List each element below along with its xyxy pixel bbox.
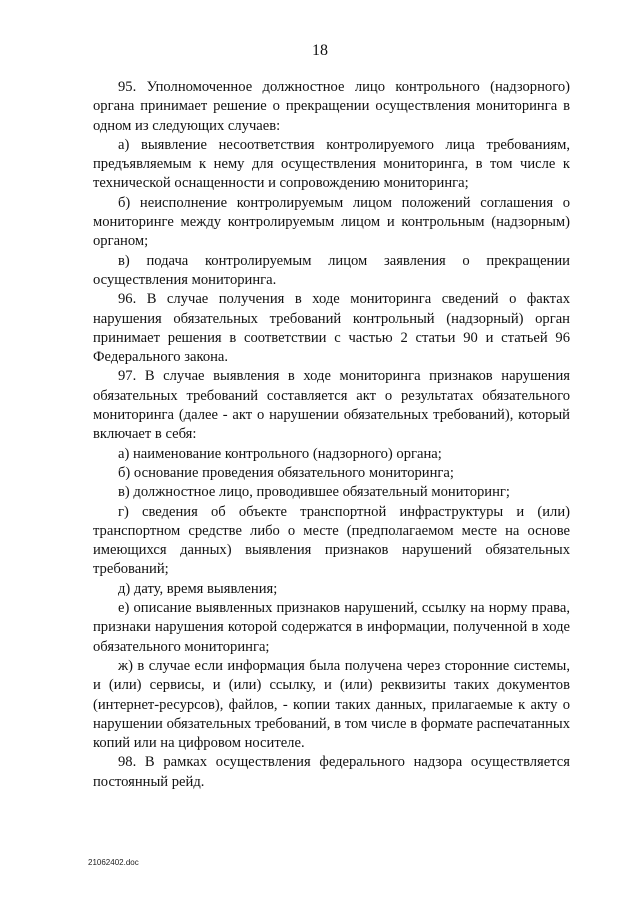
footer-filename: 21062402.doc <box>88 858 139 867</box>
document-body <box>93 78 570 792</box>
paragraph-95-item-a: а) выявление несоответствия контролируемого лица требованиям, предъявляемым к нему для осуществления мониторинга, в том числе к технической оснащенности и сопровождению мониторинга; <box>93 136 570 192</box>
paragraph-95: 95. Уполномоченное должностное лицо контрольного (надзорного) органа принимает решение о прекращении осуществления мониторинга в одном из следующих случаев: <box>93 79 570 134</box>
paragraph-97-item-d: д) дату, время выявления; <box>118 580 278 597</box>
paragraph-95-item-b: б) неисполнение контролируемым лицом положений соглашения о мониторинге между контролируемым лицом и контрольным (надзорным) органом; <box>93 194 570 250</box>
paragraph-98: 98. В рамках осуществления федерального надзора осуществляется постоянный рейд. <box>93 754 570 790</box>
paragraph-96: 96. В случае получения в ходе мониторинга сведений о фактах нарушения обязательных требований контрольный (надзорный) орган принимает решения в соответствии с частью 2 статьи 90 и статьей 96 Федерального закона. <box>93 291 570 366</box>
paragraph-97-item-a: а) наименование контрольного (надзорного) органа; <box>118 445 442 462</box>
page-number: 18 <box>312 42 328 59</box>
paragraph-97-item-g: г) сведения об объекте транспортной инфраструктуры и (или) транспортном средстве либо о месте (предполагаемом месте на основе имеющихся данных) выявления признаков нарушений обязательных требований; <box>93 503 570 578</box>
paragraph-97-item-e: е) описание выявленных признаков нарушений, ссылку на норму права, признаки нарушения которой содержатся в информации, полученной в ходе обязательного мониторинга; <box>93 600 570 655</box>
paragraph-97-item-zh: ж) в случае если информация была получена через сторонние системы, и (или) сервисы, и (или) ссылку, и (или) реквизиты таких документов (интернет-ресурсов), файлов, - копии таких данных, прилагаемые к акту о нарушении обязательных требований, в том числе в формате распечатанных копий или на цифровом носителе. <box>93 657 570 752</box>
paragraph-97-item-b: б) основание проведения обязательного мониторинга; <box>118 464 454 481</box>
paragraph-97-item-v: в) должностное лицо, проводившее обязательный мониторинг; <box>118 484 510 501</box>
paragraph-95-item-v: в) подача контролируемым лицом заявления о прекращении осуществления мониторинга. <box>93 252 570 288</box>
paragraph-97: 97. В случае выявления в ходе мониторинга признаков нарушения обязательных требований составляется акт о результатах обязательного мониторинга (далее - акт о нарушении обязательных требований), который включает в себя: <box>93 368 570 443</box>
